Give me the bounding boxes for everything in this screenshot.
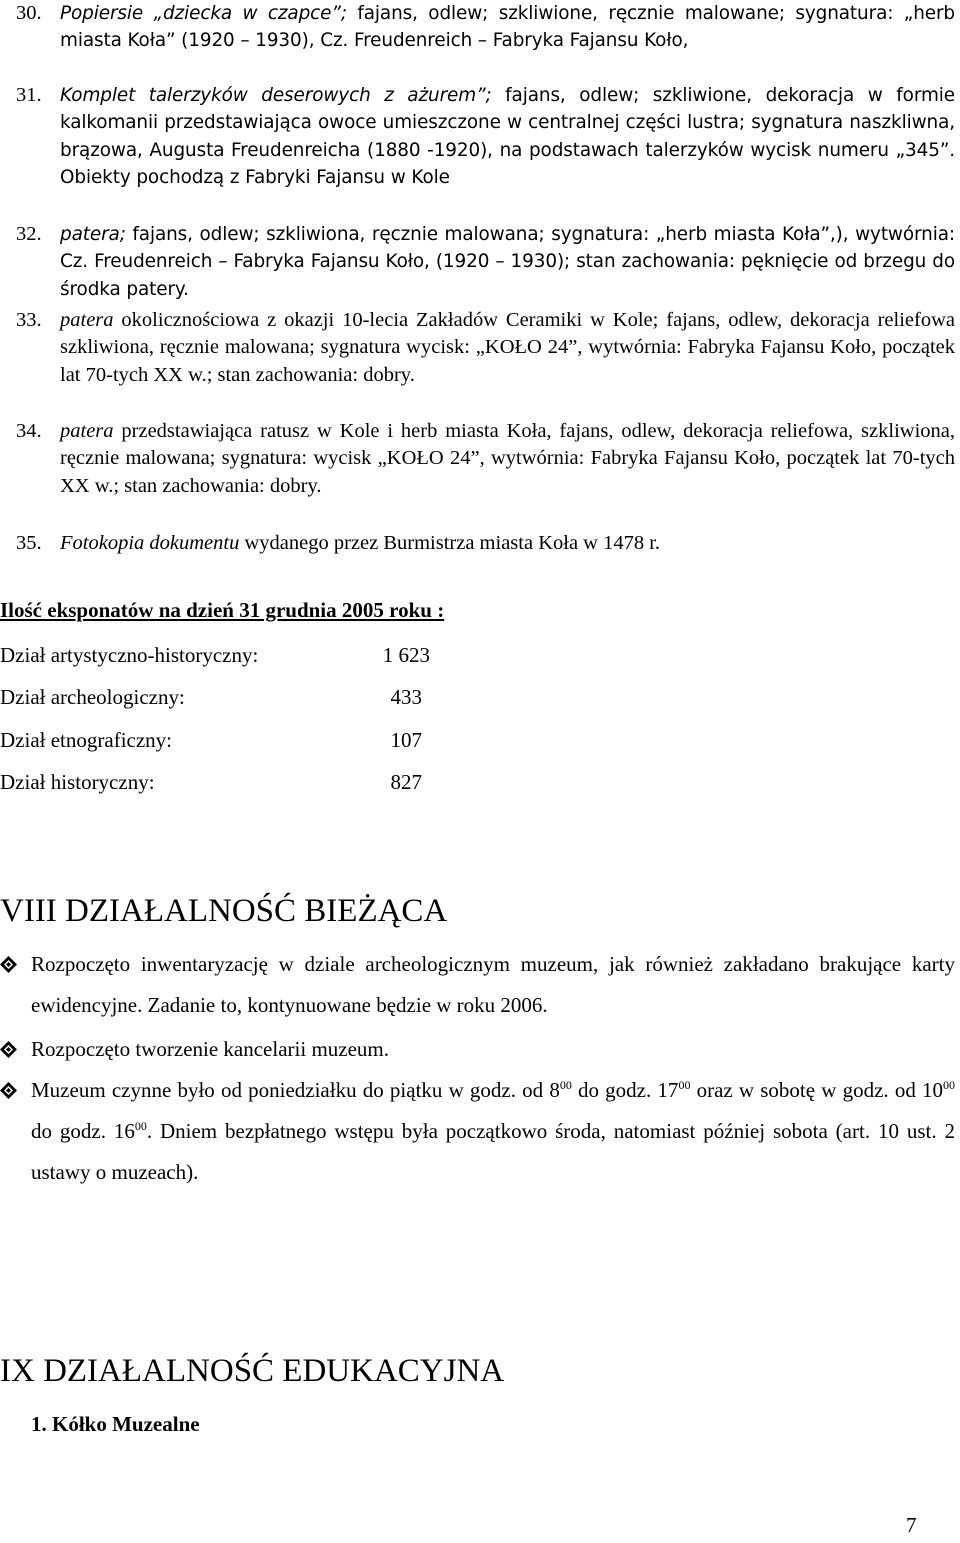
stat-label-art-history: Dział artystyczno-historyczny: [0,643,259,667]
subheading-museum-club: 1. Kółko Muzealne [31,1412,200,1436]
stat-label-history: Dział historyczny: [0,770,155,794]
diamond-bullet-icon [0,1082,17,1099]
bullet-item [0,1029,955,1070]
catalog-item-30 [16,0,955,55]
catalog-item-35 [16,530,955,557]
stat-value-ethnography: 107 [390,728,422,752]
stat-value-art-history: 1 623 [382,643,430,667]
diamond-bullet-icon [0,1041,17,1058]
catalog-item-33 [16,307,955,389]
item-number: 31. [16,84,42,106]
section-title-education: IX DZIAŁALNOŚĆ EDUKACYJNA [0,1353,505,1389]
page-number: 7 [906,1513,917,1537]
catalog-item-31 [16,82,955,191]
item-text: przedstawiająca ratusz w Kole i herb miasta Koła, fajans, odlew, dekoracja reliefowa, szkliwiona, ręcznie malowana; sygnatura: wycisk „KOŁO 24”, wytwórnia: Fabryka Fajansu Koło, początek lat 70-tych XX w.; stan zachowania: dobry. [60,420,955,497]
diamond-bullet-icon [0,956,17,973]
item-title: Komplet talerzyków deserowych z ażurem”; [60,85,492,106]
item-text: fajans, odlew; szkliwiona, ręcznie malowana; sygnatura: „herb miasta Koła”,), wytwórnia: Cz. Freudenreich – Fabryka Fajansu Koło, (1920 – 1930); stan zachowania: pęknięcie od brzegu do środka patery. [60,224,955,300]
section-title-current-activity: VIII DZIAŁALNOŚĆ BIEŻĄCA [0,893,448,929]
catalog-item-32 [16,221,955,303]
bullet-text: Muzeum czynne było od poniedziałku do piątku w godz. od $8^{00}$ do godz. $17^{00}$ oraz w sobotę w godz. od $10^{00}$ do godz. $16^{00}$. Dniem bezpłatnego wstępu była początkowo środa, natomiast później sobota (art. 10 ust. 2 ustawy o muzeach). [31,1078,955,1184]
item-title: Popiersie „dziecka w czapce”; [60,3,347,24]
bullet-text: Rozpoczęto inwentaryzację w dziale archeologicznym muzeum, jak również zakładano brakujące karty ewidencyjne. Zadanie to, kontynuowane będzie w roku 2006. [31,952,955,1017]
item-number: 32. [16,223,42,245]
item-title: patera [60,309,114,331]
stat-label-ethnography: Dział etnograficzny: [0,728,172,752]
item-text: fajans, odlew; szkliwione, dekoracja w formie kalkomanii przedstawiająca owoce umieszczone w centralnej części lustra; sygnatura naszkliwna, brązowa, Augusta Freudenreicha (1880 -1920), na podstawach talerzyków wycisk numeru „345”. Obiekty pochodzą z Fabryki Fajansu w Kole [60,85,955,188]
item-number: 35. [16,532,42,554]
item-text: okolicznościowa z okazji 10-lecia Zakładów Ceramiki w Kole; fajans, odlew, dekoracja reliefowa szkliwiona, ręcznie malowana; sygnatura wycisk: „KOŁO 24”, wytwórnia: Fabryka Fajansu Koło, początek lat 70-tych XX w.; stan zachowania: dobry. [60,309,955,386]
item-text: wydanego przez Burmistrza miasta Koła w 1478 r. [239,532,661,554]
stat-value-archeology: 433 [390,685,422,709]
item-number: 33. [16,309,42,331]
item-number: 34. [16,420,42,442]
item-number: 30. [16,2,42,24]
bullet-item [0,944,955,1026]
item-title: patera; [60,224,126,245]
stat-label-archeology: Dział archeologiczny: [0,685,185,709]
bullet-item-opening-hours [0,1070,955,1193]
bullet-text: Rozpoczęto tworzenie kancelarii muzeum. [31,1037,390,1061]
item-title: Fotokopia dokumentu [60,532,240,554]
stats-heading: Ilość eksponatów na dzień 31 grudnia 2005 roku : [0,598,445,622]
item-title: patera [60,420,114,442]
stat-value-history: 827 [390,770,422,794]
item-text: fajans, odlew; szkliwione, ręcznie malowane; sygnatura: „herb miasta Koła” (1920 – 1930), Cz. Freudenreich – Fabryka Fajansu Koło, [60,3,955,52]
catalog-item-34 [16,418,955,500]
